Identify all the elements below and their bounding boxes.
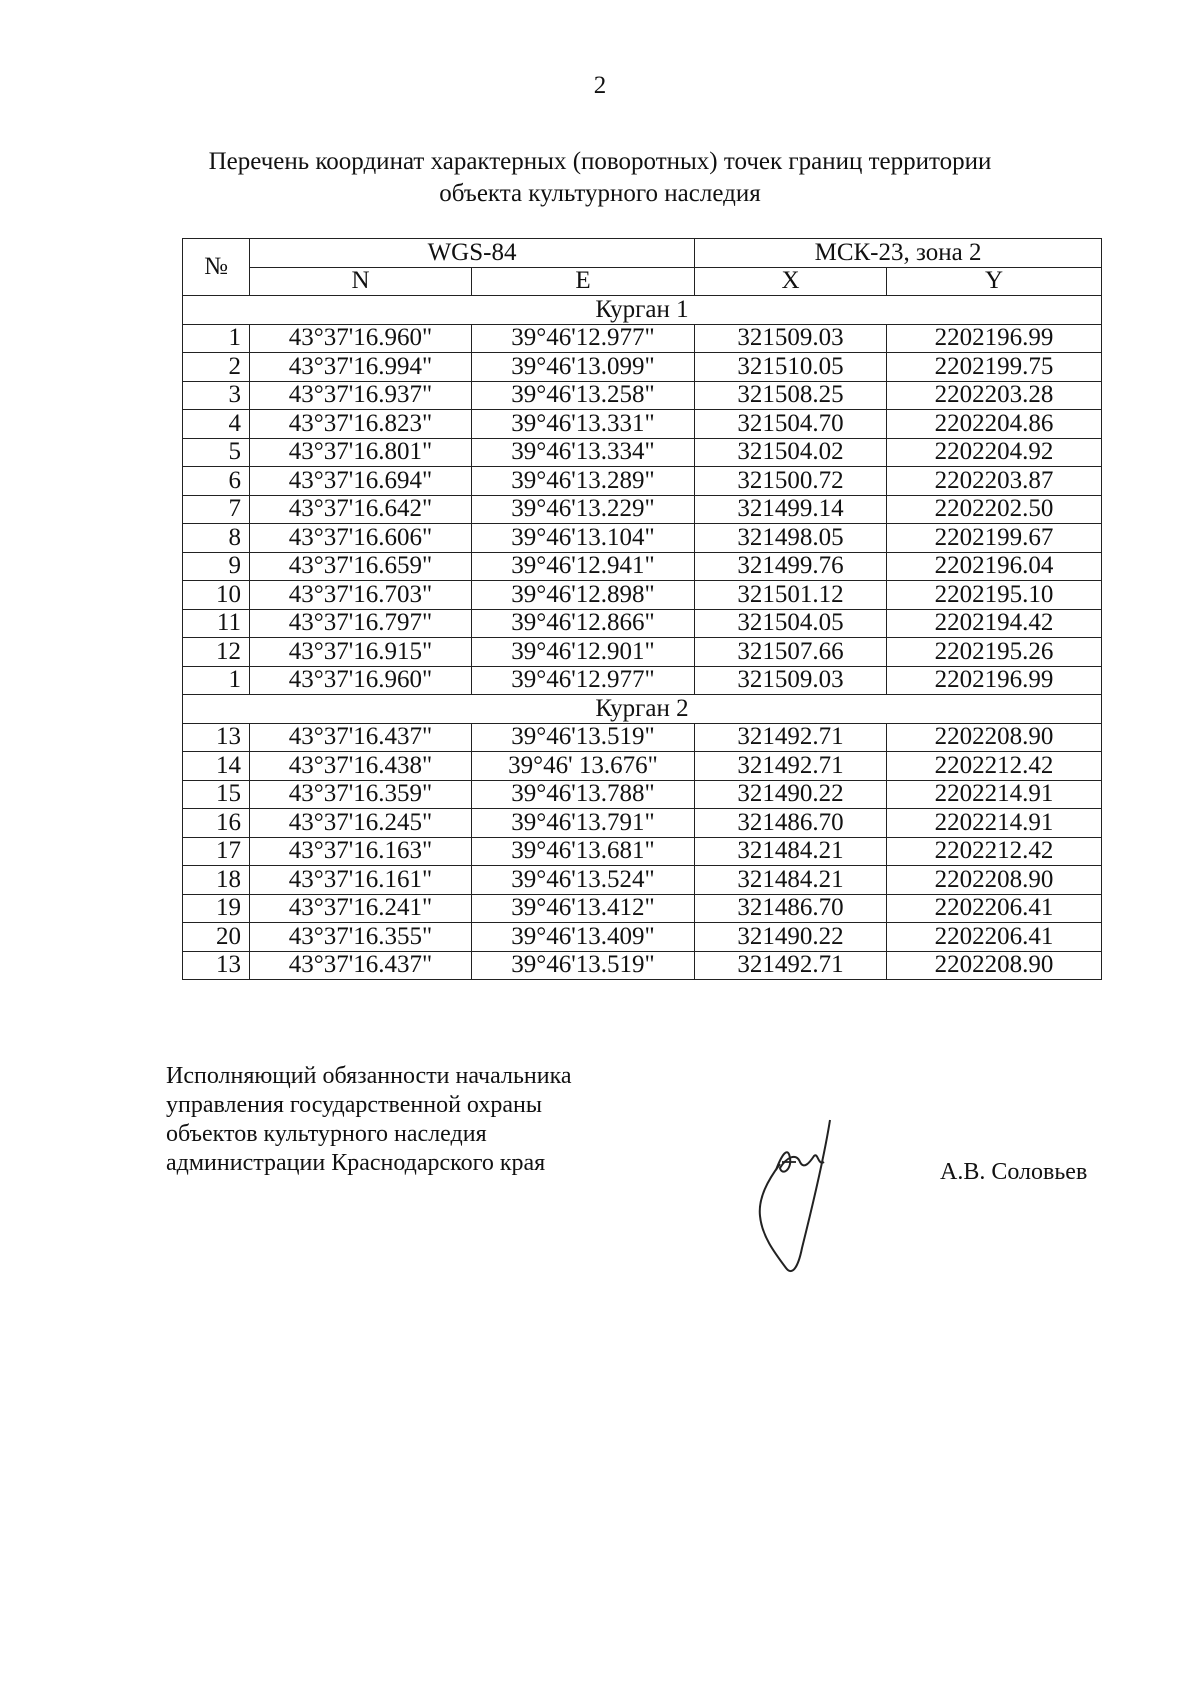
section-header-row	[183, 695, 1102, 724]
cell-latitude-n: 43°37'16.703"	[250, 581, 472, 610]
cell-latitude-n: 43°37'16.797"	[250, 609, 472, 638]
cell-y: 2202196.04	[887, 552, 1102, 581]
signatory-line-4: администрации Краснодарского края	[166, 1150, 546, 1176]
cell-point-number: 3	[183, 381, 250, 410]
cell-longitude-e: 39°46'12.866"	[472, 609, 695, 638]
cell-x: 321507.66	[695, 638, 887, 667]
cell-x: 321486.70	[695, 809, 887, 838]
cell-longitude-e: 39°46'13.681"	[472, 837, 695, 866]
cell-x: 321500.72	[695, 467, 887, 496]
cell-y: 2202212.42	[887, 752, 1102, 781]
cell-x: 321509.03	[695, 666, 887, 695]
cell-y: 2202212.42	[887, 837, 1102, 866]
cell-point-number: 15	[183, 780, 250, 809]
cell-longitude-e: 39°46'12.898"	[472, 581, 695, 610]
cell-x: 321484.21	[695, 866, 887, 895]
cell-latitude-n: 43°37'16.642"	[250, 495, 472, 524]
header-number: №	[183, 239, 250, 296]
table-row	[183, 638, 1102, 667]
cell-longitude-e: 39°46'13.524"	[472, 866, 695, 895]
cell-point-number: 1	[183, 324, 250, 353]
cell-y: 2202199.67	[887, 524, 1102, 553]
cell-longitude-e: 39°46'13.331"	[472, 410, 695, 439]
cell-y: 2202206.41	[887, 923, 1102, 952]
cell-latitude-n: 43°37'16.241"	[250, 894, 472, 923]
cell-latitude-n: 43°37'16.659"	[250, 552, 472, 581]
cell-y: 2202214.91	[887, 809, 1102, 838]
cell-latitude-n: 43°37'16.823"	[250, 410, 472, 439]
table-row	[183, 353, 1102, 382]
cell-point-number: 6	[183, 467, 250, 496]
header-x: X	[695, 267, 887, 296]
cell-y: 2202194.42	[887, 609, 1102, 638]
signatory-name: А.В. Соловьев	[940, 1159, 1088, 1185]
cell-longitude-e: 39°46'13.099"	[472, 353, 695, 382]
table-row	[183, 752, 1102, 781]
table-row	[183, 666, 1102, 695]
cell-y: 2202202.50	[887, 495, 1102, 524]
cell-y: 2202204.86	[887, 410, 1102, 439]
cell-point-number: 7	[183, 495, 250, 524]
table-row	[183, 951, 1102, 980]
cell-x: 321492.71	[695, 951, 887, 980]
table-row	[183, 324, 1102, 353]
section-title: Курган 1	[183, 296, 1102, 325]
cell-latitude-n: 43°37'16.960"	[250, 666, 472, 695]
table-row	[183, 866, 1102, 895]
document-title-line-1: Перечень координат характерных (поворотных) точек границ территории	[208, 148, 992, 175]
cell-point-number: 4	[183, 410, 250, 439]
cell-latitude-n: 43°37'16.438"	[250, 752, 472, 781]
cell-longitude-e: 39°46'13.104"	[472, 524, 695, 553]
cell-longitude-e: 39°46'13.289"	[472, 467, 695, 496]
cell-longitude-e: 39°46'13.791"	[472, 809, 695, 838]
cell-longitude-e: 39°46'13.334"	[472, 438, 695, 467]
cell-longitude-e: 39°46'12.977"	[472, 324, 695, 353]
signatory-line-1: Исполняющий обязанности начальника	[166, 1063, 572, 1089]
cell-y: 2202196.99	[887, 324, 1102, 353]
cell-x: 321508.25	[695, 381, 887, 410]
cell-y: 2202206.41	[887, 894, 1102, 923]
document-title-line-2: объекта культурного наследия	[439, 180, 761, 207]
cell-longitude-e: 39°46'12.941"	[472, 552, 695, 581]
cell-x: 321499.76	[695, 552, 887, 581]
table-row	[183, 438, 1102, 467]
cell-point-number: 1	[183, 666, 250, 695]
table-row	[183, 581, 1102, 610]
cell-y: 2202203.87	[887, 467, 1102, 496]
cell-y: 2202199.75	[887, 353, 1102, 382]
cell-y: 2202208.90	[887, 951, 1102, 980]
cell-latitude-n: 43°37'16.161"	[250, 866, 472, 895]
table-row	[183, 723, 1102, 752]
cell-y: 2202204.92	[887, 438, 1102, 467]
cell-point-number: 11	[183, 609, 250, 638]
cell-x: 321504.02	[695, 438, 887, 467]
header-wgs84: WGS-84	[250, 239, 695, 268]
cell-x: 321509.03	[695, 324, 887, 353]
cell-point-number: 18	[183, 866, 250, 895]
cell-point-number: 16	[183, 809, 250, 838]
table-row	[183, 495, 1102, 524]
table-row	[183, 780, 1102, 809]
cell-latitude-n: 43°37'16.801"	[250, 438, 472, 467]
cell-x: 321484.21	[695, 837, 887, 866]
cell-longitude-e: 39°46' 13.676"	[472, 752, 695, 781]
table-row	[183, 809, 1102, 838]
cell-x: 321499.14	[695, 495, 887, 524]
cell-latitude-n: 43°37'16.606"	[250, 524, 472, 553]
cell-latitude-n: 43°37'16.437"	[250, 723, 472, 752]
table-row	[183, 923, 1102, 952]
table-row	[183, 467, 1102, 496]
cell-latitude-n: 43°37'16.245"	[250, 809, 472, 838]
section-title: Курган 2	[183, 695, 1102, 724]
cell-y: 2202203.28	[887, 381, 1102, 410]
handwritten-signature	[752, 1118, 862, 1278]
cell-y: 2202208.90	[887, 723, 1102, 752]
cell-x: 321490.22	[695, 780, 887, 809]
cell-point-number: 17	[183, 837, 250, 866]
header-n: N	[250, 267, 472, 296]
cell-latitude-n: 43°37'16.694"	[250, 467, 472, 496]
cell-latitude-n: 43°37'16.163"	[250, 837, 472, 866]
cell-y: 2202196.99	[887, 666, 1102, 695]
table-row	[183, 609, 1102, 638]
cell-x: 321510.05	[695, 353, 887, 382]
cell-longitude-e: 39°46'13.229"	[472, 495, 695, 524]
section-header-row	[183, 296, 1102, 325]
cell-x: 321504.70	[695, 410, 887, 439]
table-row	[183, 381, 1102, 410]
cell-latitude-n: 43°37'16.355"	[250, 923, 472, 952]
cell-longitude-e: 39°46'13.412"	[472, 894, 695, 923]
cell-point-number: 9	[183, 552, 250, 581]
cell-point-number: 12	[183, 638, 250, 667]
cell-longitude-e: 39°46'12.977"	[472, 666, 695, 695]
cell-latitude-n: 43°37'16.937"	[250, 381, 472, 410]
cell-latitude-n: 43°37'16.359"	[250, 780, 472, 809]
cell-x: 321492.71	[695, 723, 887, 752]
cell-x: 321492.71	[695, 752, 887, 781]
cell-y: 2202214.91	[887, 780, 1102, 809]
cell-point-number: 8	[183, 524, 250, 553]
coordinates-table	[182, 238, 1102, 980]
cell-longitude-e: 39°46'13.258"	[472, 381, 695, 410]
cell-longitude-e: 39°46'13.788"	[472, 780, 695, 809]
table-row	[183, 552, 1102, 581]
cell-point-number: 5	[183, 438, 250, 467]
cell-x: 321504.05	[695, 609, 887, 638]
cell-x: 321498.05	[695, 524, 887, 553]
cell-point-number: 19	[183, 894, 250, 923]
cell-point-number: 13	[183, 723, 250, 752]
cell-x: 321490.22	[695, 923, 887, 952]
cell-latitude-n: 43°37'16.437"	[250, 951, 472, 980]
cell-latitude-n: 43°37'16.994"	[250, 353, 472, 382]
header-y: Y	[887, 267, 1102, 296]
header-e: E	[472, 267, 695, 296]
coordinates-table-header	[183, 239, 1102, 296]
table-row	[183, 524, 1102, 553]
header-msk23: МСК-23, зона 2	[695, 239, 1102, 268]
coordinates-table-body	[183, 296, 1102, 980]
cell-longitude-e: 39°46'13.409"	[472, 923, 695, 952]
cell-point-number: 14	[183, 752, 250, 781]
table-row	[183, 894, 1102, 923]
cell-x: 321486.70	[695, 894, 887, 923]
cell-point-number: 20	[183, 923, 250, 952]
cell-x: 321501.12	[695, 581, 887, 610]
signatory-position	[166, 1062, 572, 1178]
table-row	[183, 410, 1102, 439]
table-row	[183, 837, 1102, 866]
cell-point-number: 13	[183, 951, 250, 980]
document-title	[120, 146, 1080, 210]
signatory-line-3: объектов культурного наследия	[166, 1121, 487, 1147]
cell-longitude-e: 39°46'13.519"	[472, 951, 695, 980]
cell-latitude-n: 43°37'16.960"	[250, 324, 472, 353]
cell-y: 2202195.26	[887, 638, 1102, 667]
cell-point-number: 10	[183, 581, 250, 610]
cell-y: 2202195.10	[887, 581, 1102, 610]
page-number: 2	[593, 72, 607, 99]
signatory-line-2: управления государственной охраны	[166, 1092, 542, 1118]
cell-latitude-n: 43°37'16.915"	[250, 638, 472, 667]
cell-y: 2202208.90	[887, 866, 1102, 895]
cell-longitude-e: 39°46'12.901"	[472, 638, 695, 667]
cell-point-number: 2	[183, 353, 250, 382]
cell-longitude-e: 39°46'13.519"	[472, 723, 695, 752]
